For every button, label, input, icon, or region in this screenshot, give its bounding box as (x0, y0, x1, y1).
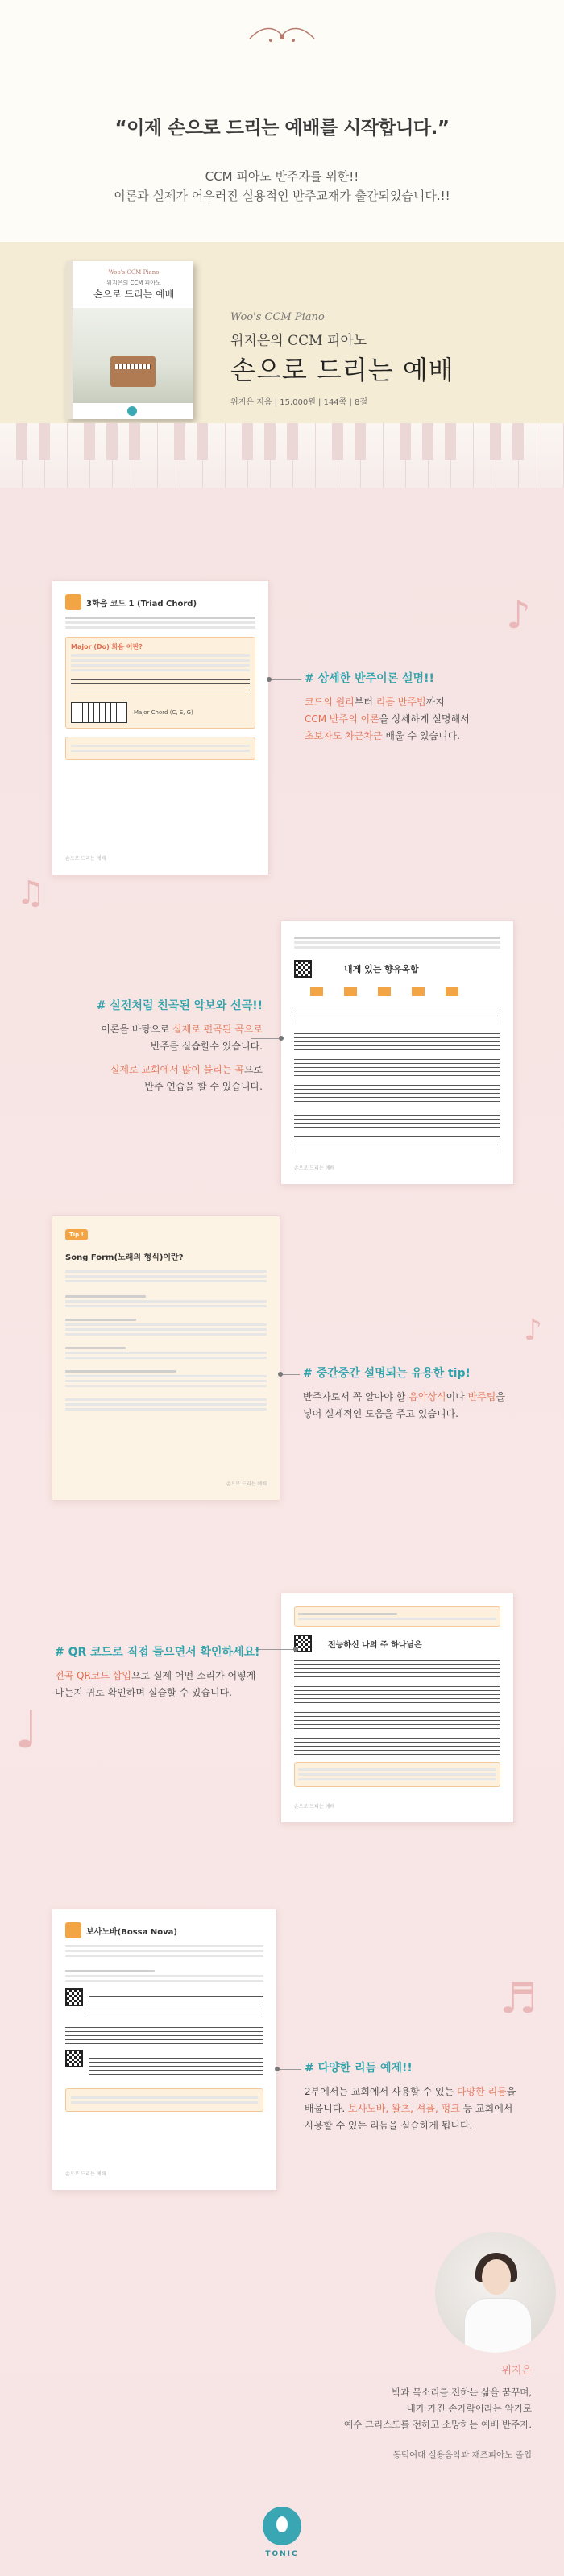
page-footer: 손으로 드리는 예배 (294, 1804, 335, 1809)
cover-photo (73, 308, 193, 403)
music-note-icon: ♪ (506, 592, 531, 638)
connector-line (280, 1374, 300, 1375)
page-footer: 손으로 드리는 예배 (65, 856, 106, 862)
text: 넣어 실제적인 도움을 주고 있습니다. (303, 1407, 458, 1419)
sample-page-3 (52, 1215, 280, 1501)
connector-dot (275, 2067, 280, 2071)
text: 배웁니다. (305, 2102, 348, 2114)
highlight: 초보자도 차근차근 (305, 729, 383, 742)
tonic-logo-icon (263, 2507, 301, 2545)
page-footer: 손으로 드리는 예배 (294, 1165, 335, 1171)
text: 반주를 실습할수 있습니다. (151, 1040, 263, 1052)
sample-page-5 (52, 1909, 277, 2191)
black-key (355, 423, 366, 460)
page-footer: 손으로 드리는 예배 (226, 1481, 267, 1487)
black-key (512, 423, 524, 460)
cover-sub-text: 위지은의 CCM 피아노 (106, 280, 161, 286)
author-bio-line: 내가 가진 손가락이라는 악기로 (406, 2403, 532, 2415)
brand-name: TONIC (265, 2550, 299, 2558)
intro-line-1: CCM 피아노 반주자를 위한!! (205, 169, 359, 184)
intro-section (0, 0, 564, 242)
author-body (464, 2298, 532, 2353)
feature-4-heading: # QR 코드로 직접 들으면서 확인하세요! (55, 1646, 260, 1659)
connector-line (277, 2069, 301, 2070)
black-key (490, 423, 501, 460)
guitar-icon: ♩ (15, 1701, 39, 1760)
text: 까지 (425, 696, 445, 708)
text: 반주자로서 꼭 알아야 할 (303, 1390, 409, 1402)
highlight: 실제로 편곡된 곡으로 (172, 1023, 263, 1035)
headline: “이제 손으로 드리는 예배를 시작합니다.” (114, 118, 450, 139)
sample-page-title: 보사노바(Bossa Nova) (86, 1927, 177, 1937)
highlight: 리듬 반주법 (375, 696, 426, 708)
text: 부터 (354, 696, 376, 708)
sample-song-title: 내게 있는 향유옥합 (344, 964, 419, 974)
qr-code-icon (294, 960, 312, 978)
author-bio-line: 예수 그리스도를 전하고 소망하는 예배 반주자. (343, 2419, 532, 2431)
chord-caption: Major Chord (C, E, G) (134, 709, 193, 716)
chapter-badge-icon (65, 594, 81, 610)
feature-4-text (55, 1643, 297, 1701)
text: 반주 연습을 할 수 있습니다. (144, 1080, 263, 1092)
sample-song-title: 전능하신 나의 주 하나님은 (328, 1640, 422, 1650)
author-name: 위지은 (501, 2365, 532, 2377)
connector-line (269, 679, 301, 680)
black-key (400, 423, 411, 460)
highlight: 보사노바, 왈츠, 셔플, 펑크 (348, 2102, 460, 2114)
music-note-icon: ♪ (524, 1314, 542, 1347)
black-key (287, 423, 298, 460)
highlight: CCM 반주의 이론 (305, 713, 379, 725)
black-key (264, 423, 276, 460)
text: 나는지 귀로 확인하며 실습할 수 있습니다. (55, 1686, 232, 1698)
tip-title: Song Form(노래의 형식)이란? (65, 1253, 184, 1262)
page-footer: 손으로 드리는 예배 (65, 2171, 106, 2177)
highlight: 실제로 교회에서 많이 불리는 곡 (110, 1063, 244, 1075)
text: 을 상세하게 설명해서 (379, 713, 470, 725)
publisher-logo-icon (127, 406, 137, 416)
author-face (482, 2259, 511, 2295)
text: 이론을 바탕으로 (101, 1023, 173, 1035)
sample-page-2 (280, 920, 514, 1185)
text: 이나 (446, 1390, 468, 1402)
feature-3-text (303, 1364, 553, 1423)
theory-box-title: Major (Do) 화음 이란? (71, 643, 143, 650)
feature-3-heading: # 중간중간 설명되는 유용한 tip! (303, 1367, 471, 1380)
keyboard-diagram (71, 702, 127, 723)
feature-5-text (305, 2059, 551, 2134)
highlight: 반주팁 (467, 1390, 496, 1402)
highlight: 코드의 원리 (305, 696, 355, 708)
black-key (242, 423, 253, 460)
chapter-badge-icon (65, 1922, 81, 1938)
highlight: 전곡 QR코드 삽입 (55, 1669, 131, 1681)
highlight: 다양한 리듬 (457, 2085, 507, 2097)
cover-top-text: Woo's CCM Piano (108, 269, 160, 276)
tip-badge: Tip ! (65, 1229, 88, 1240)
connector-dot (278, 1372, 283, 1377)
ornament-icon (242, 23, 322, 45)
black-key (197, 423, 208, 460)
feature-2-heading: # 실전처럼 친곡된 악보와 선곡!! (96, 999, 263, 1012)
author-photo (435, 2232, 556, 2353)
highlight: 음악상식 (408, 1390, 446, 1402)
book-en-title: Woo's CCM Piano (230, 311, 325, 323)
keyboard-strip (0, 423, 564, 488)
black-key (106, 423, 118, 460)
black-key (332, 423, 343, 460)
intro-line-2: 이론과 실제가 어우러진 실용적인 반주교재가 출간되었습니다.!! (114, 189, 450, 203)
black-key (129, 423, 140, 460)
cover-title-text: 손으로 드리는 예배 (93, 289, 175, 300)
text: 사용할 수 있는 리듬을 실습하게 됩니다. (305, 2119, 473, 2131)
theory-box (65, 637, 255, 729)
book-cover (66, 261, 193, 419)
black-key (445, 423, 456, 460)
feature-1-text (305, 669, 546, 745)
qr-code-icon (65, 1988, 83, 2006)
music-box-icon (110, 356, 156, 387)
sample-page-1 (52, 580, 269, 875)
connector-dot (279, 1036, 284, 1041)
author-bio-line: 박과 목소리를 전하는 삶을 꿈꾸며, (392, 2387, 532, 2398)
black-key (174, 423, 185, 460)
feature-1-heading: # 상세한 반주이론 설명!! (305, 672, 434, 685)
book-spine (66, 261, 73, 419)
book-title: 손으로 드리는 예배 (230, 355, 454, 385)
connector-dot (267, 677, 272, 682)
sample-page-title: 3화음 코드 1 (Triad Chord) (86, 599, 197, 609)
author-education: 동덕여대 실용음악과 재즈피아노 졸업 (392, 2450, 532, 2460)
text: 으로 실제 어떤 소리가 어떻게 (131, 1669, 256, 1681)
black-key (84, 423, 95, 460)
book-info: 위지은 지음 | 15,000원 | 144쪽 | 8절 (230, 398, 368, 407)
feature-5-heading: # 다양한 리듬 예제!! (305, 2062, 413, 2075)
qr-code-icon (65, 2050, 83, 2067)
book-band (0, 242, 564, 423)
black-key (39, 423, 50, 460)
black-key (422, 423, 433, 460)
book-subtitle: 위지은의 CCM 피아노 (230, 333, 367, 349)
sample-page-4 (280, 1593, 514, 1823)
trumpet-icon: ♬ (500, 1975, 537, 2023)
feature-2-text (16, 996, 263, 1095)
text: 을 (506, 2085, 516, 2097)
text: 으로 (243, 1063, 263, 1075)
text: 배울 수 있습니다. (382, 729, 460, 742)
black-key (16, 423, 27, 460)
text: 을 (496, 1390, 505, 1402)
music-note-icon: ♫ (16, 875, 45, 912)
author-bio (0, 2384, 532, 2433)
text: 등 교회에서 (459, 2102, 513, 2114)
text: 2부에서는 교회에서 사용할 수 있는 (305, 2085, 457, 2097)
